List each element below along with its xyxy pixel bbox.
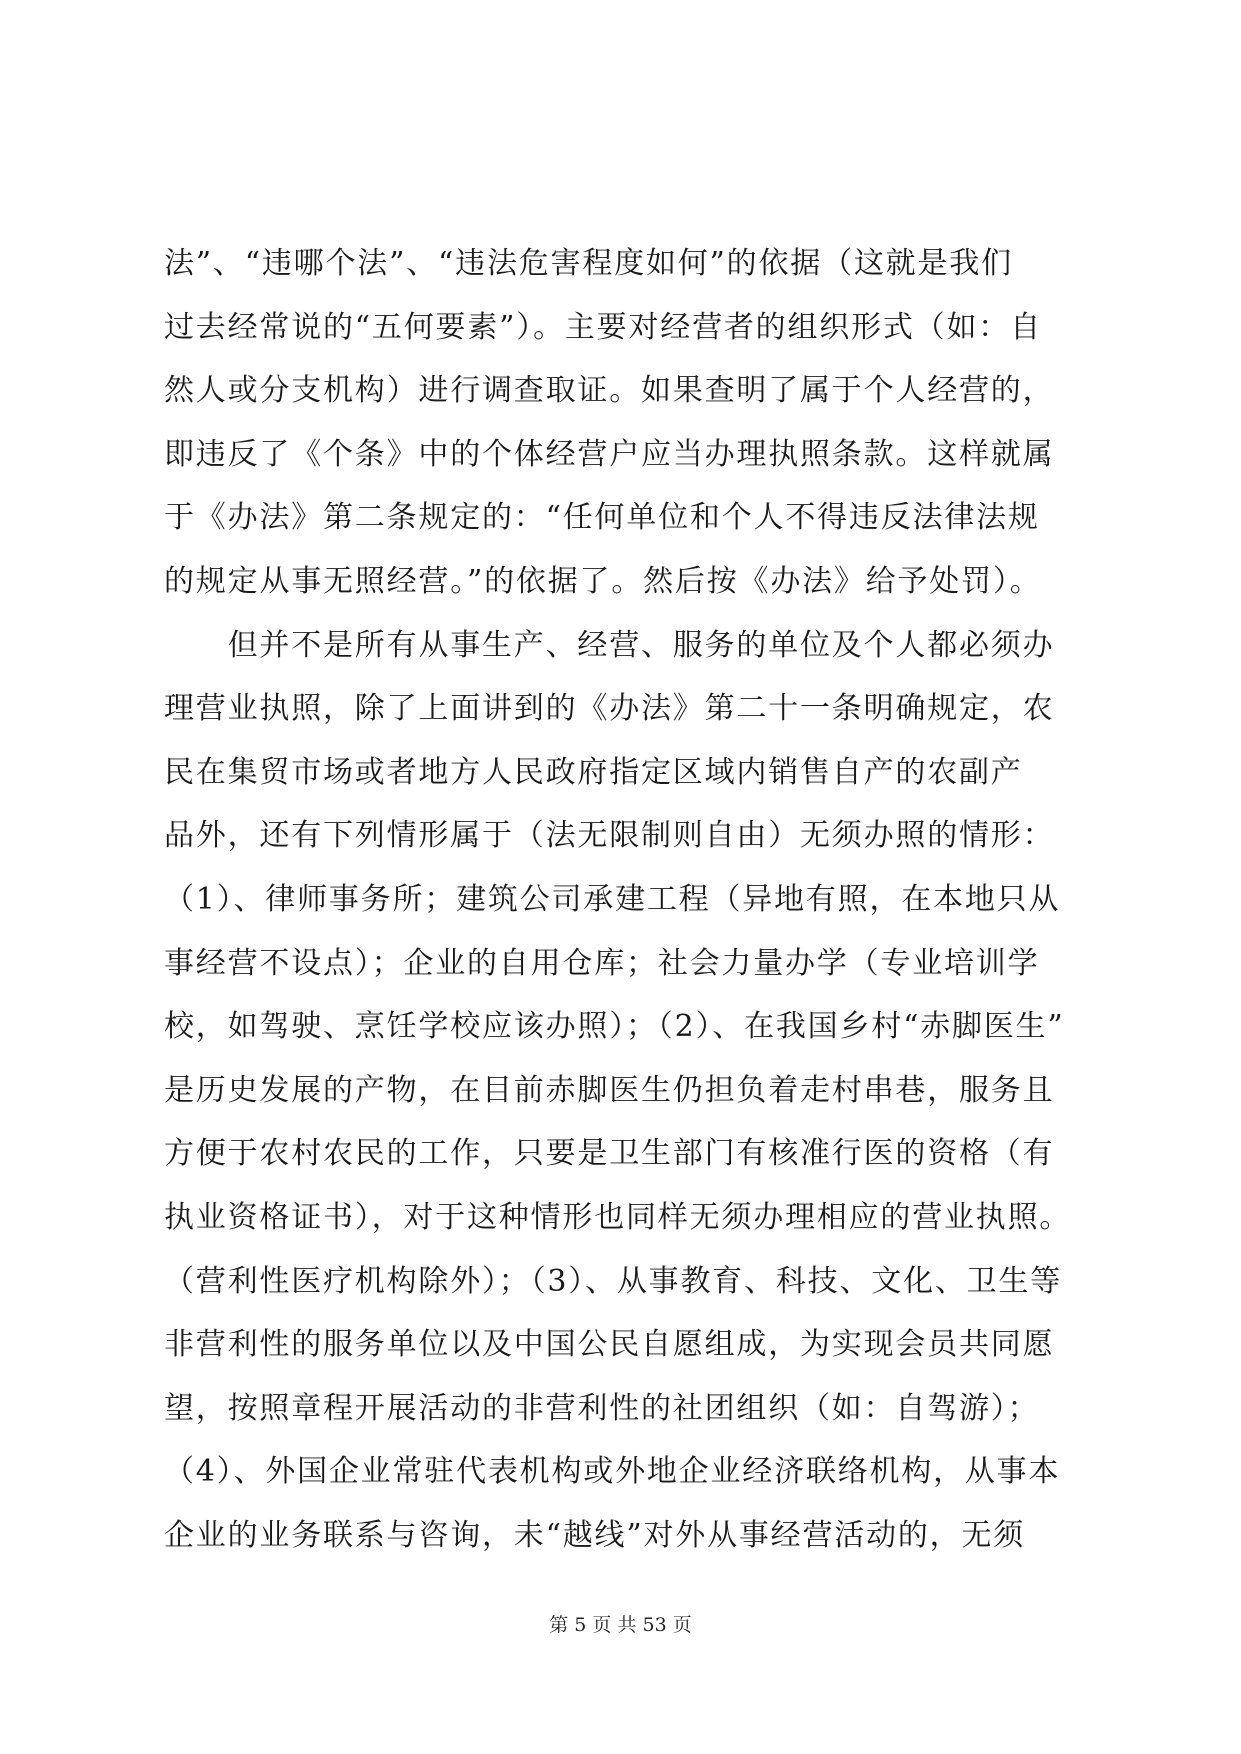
text-line: 品外，还有下列情形属于（法无限制则自由）无须办照的情形： — [164, 818, 1055, 854]
text-line: （营利性医疗机构除外）；（3）、从事教育、科技、文化、卫生等 — [164, 1263, 1063, 1299]
text-line: 事经营不设点）；企业的自用仓库；社会力量办学（专业培训学 — [164, 945, 1040, 981]
text-line: （4）、外国企业常驻代表机构或外地企业经济联络机构，从事本 — [164, 1454, 1061, 1490]
text-line: 过去经常说的“五何要素”）。主要对经营者的组织形式（如：自 — [164, 309, 1042, 345]
text-line: 于《办法》第二条规定的：“任何单位和个人不得违反法律法规 — [164, 500, 1040, 536]
text-line: 法”、“违哪个法”、“违法危害程度如何”的依据（这就是我们 — [164, 246, 1013, 281]
text-line: 非营利性的服务单位以及中国公民自愿组成，为实现会员共同愿 — [164, 1327, 1055, 1363]
text-line: 的规定从事无照经营。”的依据了。然后按《办法》给予处罚）。 — [164, 563, 1042, 599]
text-line: 执业资格证书），对于这种情形也同样无须办理相应的营业执照。 — [164, 1199, 1072, 1235]
text-line: 是历史发展的产物，在目前赤脚医生仍担负着走村串巷，服务且 — [164, 1072, 1055, 1108]
text-line: 然人或分支机构）进行调查取证。如果查明了属于个人经营的， — [164, 373, 1055, 409]
text-line: 民在集贸市场或者地方人民政府指定区域内销售自产的农副产 — [164, 754, 1023, 790]
text-line: 方便于农村农民的工作，只要是卫生部门有核准行医的资格（有 — [164, 1136, 1055, 1172]
text-line: 企业的业务联系与咨询，未“越线”对外从事经营活动的，无须 — [164, 1517, 1026, 1553]
page-number: 第 5 页 共 53 页 — [549, 1614, 692, 1636]
text-line: 即违反了《个条》中的个体经营户应当办理执照条款。这样就属 — [164, 436, 1055, 472]
text-line: 校，如驾驶、烹饪学校应该办照）；（2）、在我国乡村“赤脚医生” — [164, 1009, 1065, 1045]
text-line: 但并不是所有从事生产、经营、服务的单位及个人都必须办 — [164, 627, 1055, 663]
body-text — [164, 232, 1094, 1567]
text-line: 望，按照章程开展活动的非营利性的社团组织（如：自驾游）； — [164, 1390, 1040, 1426]
text-line: 理营业执照，除了上面讲到的《办法》第二十一条明确规定，农 — [164, 691, 1055, 727]
text-line: （1）、律师事务所；建筑公司承建工程（异地有照，在本地只从 — [164, 881, 1061, 917]
